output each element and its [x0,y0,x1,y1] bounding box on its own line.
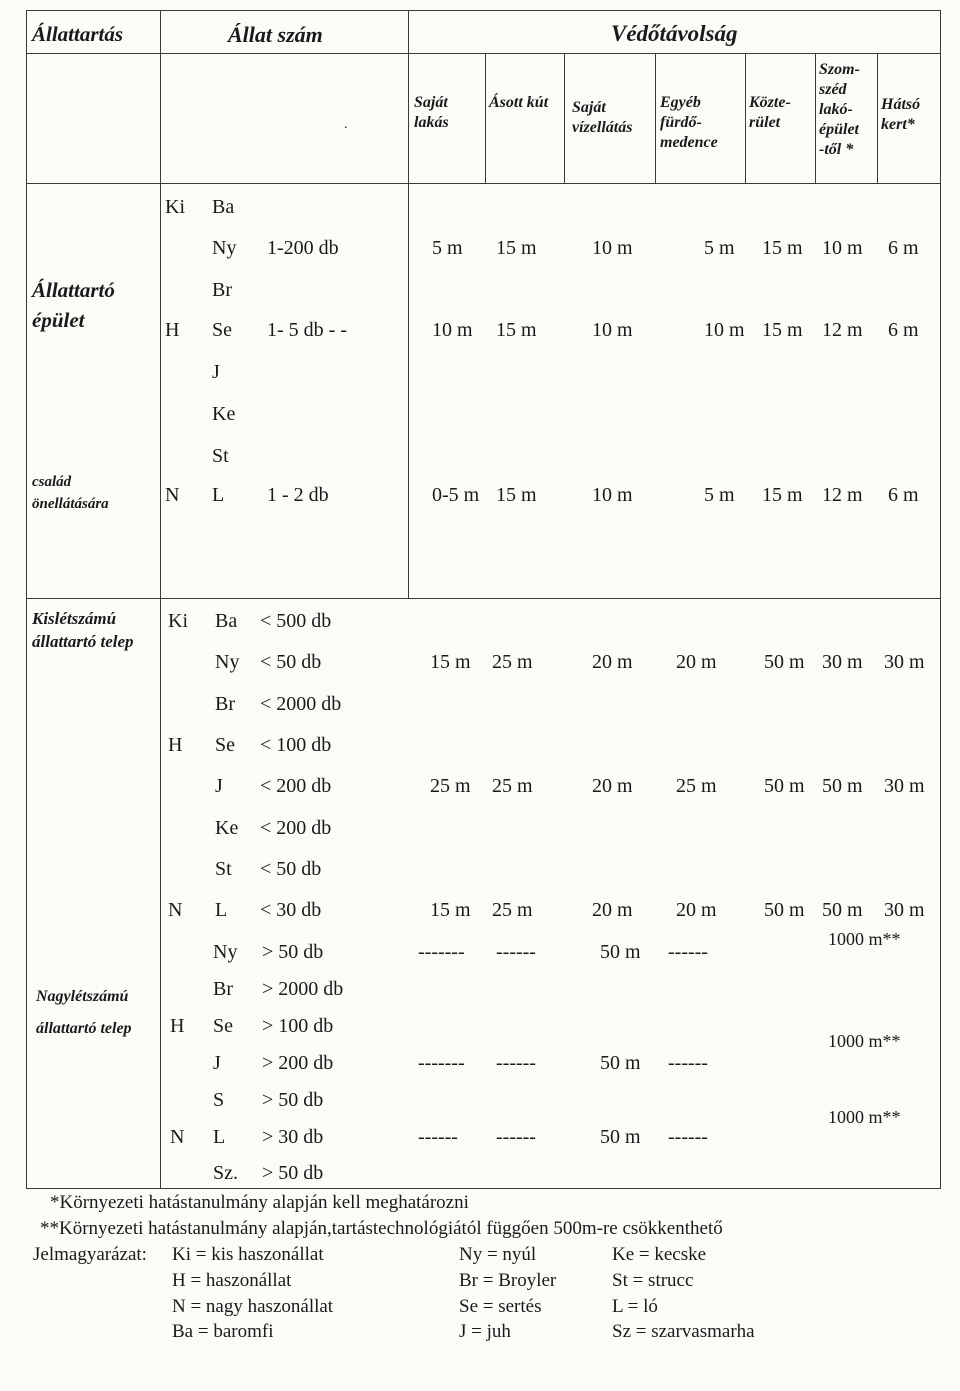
distance-value: 12 m [822,319,863,341]
table-border-left [26,10,27,1188]
animal-count: > 2000 db [262,978,344,1000]
distance-value: 30 m [884,651,925,673]
subheader-szomszed: -től * [819,141,854,158]
distance-value: ------ [668,1126,708,1148]
animal-code: Ke [212,403,236,425]
subheader-kozterulet: Közte- [749,94,791,111]
section3-label-line2: állattartó telep [36,1020,132,1037]
distance-value: 15 m [496,237,537,259]
animal-code: J [212,361,220,383]
legend-entry: St = strucc [612,1270,694,1291]
subheader-kozterulet: rület [749,114,781,131]
distance-value: 50 m [822,775,863,797]
animal-code: Br [213,978,233,1000]
footnote-single-star: *Környezeti hatástanulmány alapján kell meghatározni [50,1192,469,1213]
distance-value: 25 m [430,775,471,797]
subheader-egyeb: Egyéb [660,94,701,111]
distance-value: 0-5 m [432,484,480,506]
distance-value: 15 m [430,899,471,921]
footnote-double-star: **Környezeti hatástanulmány alapján,tartástechnológiától függően 500m-re csökkenthető [40,1218,723,1239]
animal-code: J [215,775,223,797]
subheader-bottom-rule [26,183,941,184]
distance-value: 20 m [676,899,717,921]
subheader-rule-4 [815,53,816,183]
distance-value: 5 m [432,237,463,259]
subheader-rule-2 [655,53,656,183]
legend-title: Jelmagyarázat: [33,1244,147,1265]
far-distance-value: 1000 m** [828,929,901,949]
animal-code: Ny [215,651,240,673]
section1-label-line2: épület [32,308,85,332]
section1-label-line1: Állattartó [32,278,115,302]
animal-code: L [213,1126,226,1148]
distance-value: 25 m [492,651,533,673]
animal-count: > 30 db [262,1126,324,1148]
section3-label-line1: Nagylétszámú [36,988,129,1005]
animal-code: L [215,899,228,921]
distance-value: 50 m [822,899,863,921]
animal-code: Se [212,319,232,341]
animal-code: Se [213,1015,233,1037]
distance-value: 50 m [764,651,805,673]
section2-label-line1: Kislétszámú [32,609,117,628]
header-allat-szam: Állat szám [228,22,323,47]
distance-value: 15 m [762,237,803,259]
animal-code: L [212,484,225,506]
subheader-rule-5 [877,53,878,183]
animal-code: Br [215,693,235,715]
group-code: N [168,899,183,921]
animal-code: St [212,445,229,467]
section-divider [26,598,941,599]
group-code: Ki [165,196,185,218]
distance-value: ------- [418,1052,465,1074]
distance-value: ------ [496,941,536,963]
animal-code: Ba [215,610,238,632]
animal-count: < 200 db [260,817,332,839]
animal-count: < 50 db [260,651,322,673]
distance-value: 15 m [496,319,537,341]
animal-count: 1 - 2 db [267,484,329,506]
distance-value: 50 m [600,1126,641,1148]
animal-code: St [215,858,232,880]
distance-value: 20 m [592,651,633,673]
header-allattartas: Állattartás [32,22,124,46]
subheader-szomszed: lakó- [819,101,853,118]
legend-entry: Ki = kis haszonállat [172,1244,324,1265]
legend-entry: Ny = nyúl [459,1244,537,1265]
animal-count: > 200 db [262,1052,334,1074]
distance-value: 20 m [676,651,717,673]
group-code: H [170,1015,185,1037]
animal-code: Br [212,279,232,301]
animal-code: Ke [215,817,239,839]
animal-code: Se [215,734,235,756]
subheader-hatso-kert: Hátsó [881,96,921,113]
distance-value: 5 m [704,237,735,259]
legend-entry: Ke = kecske [612,1244,707,1265]
legend-entry: Br = Broyler [459,1270,557,1291]
animal-code: Ba [212,196,235,218]
distance-value: ------ [418,1126,458,1148]
values-column-rule [408,10,409,598]
subheader-asott-kut: Ásott kút [489,94,549,111]
animal-count: > 50 db [262,941,324,963]
animal-count: > 50 db [262,1089,324,1111]
header-dot-mark: . [344,117,348,132]
far-distance-value: 1000 m** [828,1107,901,1127]
group-code: N [170,1126,185,1148]
animal-code: S [213,1089,225,1111]
subheader-szomszed: széd [819,81,847,98]
header-right-rule [940,10,941,54]
legend-entry: Sz = szarvasmarha [612,1321,755,1342]
distance-value: 25 m [492,775,533,797]
group-code: N [165,484,180,506]
subheader-rule-3 [745,53,746,183]
animal-code: J [213,1052,221,1074]
distance-value: 50 m [764,899,805,921]
distance-value: 20 m [592,899,633,921]
distance-value: 10 m [704,319,745,341]
subheader-szomszed: épület [819,121,859,138]
group-code: H [168,734,183,756]
distance-value: 25 m [492,899,533,921]
group-column-rule [160,10,161,1188]
distance-value: 50 m [600,941,641,963]
group-code: H [165,319,180,341]
distance-value: 15 m [496,484,537,506]
distance-value: ------ [668,1052,708,1074]
subheader-sajat-vizellatas: vízellátás [572,119,633,136]
subheader-top-rule [408,53,941,54]
distance-value: 25 m [676,775,717,797]
legend-entry: Se = sertés [459,1296,542,1317]
group-code: Ki [168,610,188,632]
animal-count: < 30 db [260,899,322,921]
distance-value: ------- [418,941,465,963]
header-vedotavolsag: Védőtávolság [611,21,738,46]
distance-value: 12 m [822,484,863,506]
distance-value: 15 m [762,319,803,341]
subheader-sajat-lakas: lakás [414,114,449,131]
animal-code: Ny [213,941,238,963]
distance-value: 10 m [592,319,633,341]
subheader-sajat-vizellatas: Saját [572,99,606,116]
distance-value: 10 m [432,319,473,341]
distance-value: 15 m [430,651,471,673]
distance-value: 50 m [764,775,805,797]
animal-count: > 100 db [262,1015,334,1037]
section2-label-line2: állattartó telep [32,632,134,651]
distance-value: ------ [668,941,708,963]
distance-value: 6 m [888,319,919,341]
subheader-rule-1 [564,53,565,183]
distance-value: 20 m [592,775,633,797]
subheader-rule-0 [485,53,486,183]
legend-entry: Ba = baromfi [172,1321,274,1342]
distance-value: ------ [496,1126,536,1148]
section1-sublabel-line1: család [32,474,72,490]
animal-count: < 2000 db [260,693,342,715]
distance-value: 30 m [884,899,925,921]
animal-count: < 200 db [260,775,332,797]
animal-count: < 100 db [260,734,332,756]
distance-value: 15 m [762,484,803,506]
legend-entry: N = nagy haszonállat [172,1296,334,1317]
legend-entry: J = juh [459,1321,511,1342]
distance-value: 30 m [884,775,925,797]
distance-value: 6 m [888,484,919,506]
animal-count: 1-200 db [267,237,339,259]
distance-value: 6 m [888,237,919,259]
subheader-sajat-lakas: Saját [414,94,448,111]
legend-entry: L = ló [612,1296,658,1317]
far-distance-value: 1000 m** [828,1031,901,1051]
animal-count: < 50 db [260,858,322,880]
subheader-egyeb: fürdő- [660,114,702,131]
subheader-egyeb: medence [660,134,718,151]
animal-count: 1- 5 db - - [267,319,347,341]
table-border-right [940,10,941,1188]
animal-code: Ny [212,237,237,259]
animal-code: Sz. [213,1162,238,1184]
distance-value: 10 m [592,484,633,506]
subheader-hatso-kert: kert* [881,116,915,133]
section1-sublabel-line2: önellátására [32,496,109,512]
animal-count: > 50 db [262,1162,324,1184]
distance-value: ------ [496,1052,536,1074]
legend-entry: H = haszonállat [172,1270,292,1291]
subheader-szomszed: Szom- [819,61,860,78]
distance-value: 50 m [600,1052,641,1074]
table-border-bottom [26,1188,941,1189]
distance-value: 10 m [592,237,633,259]
animal-count: < 500 db [260,610,332,632]
table-border-top [26,10,941,11]
distance-value: 5 m [704,484,735,506]
distance-value: 10 m [822,237,863,259]
distance-value: 30 m [822,651,863,673]
